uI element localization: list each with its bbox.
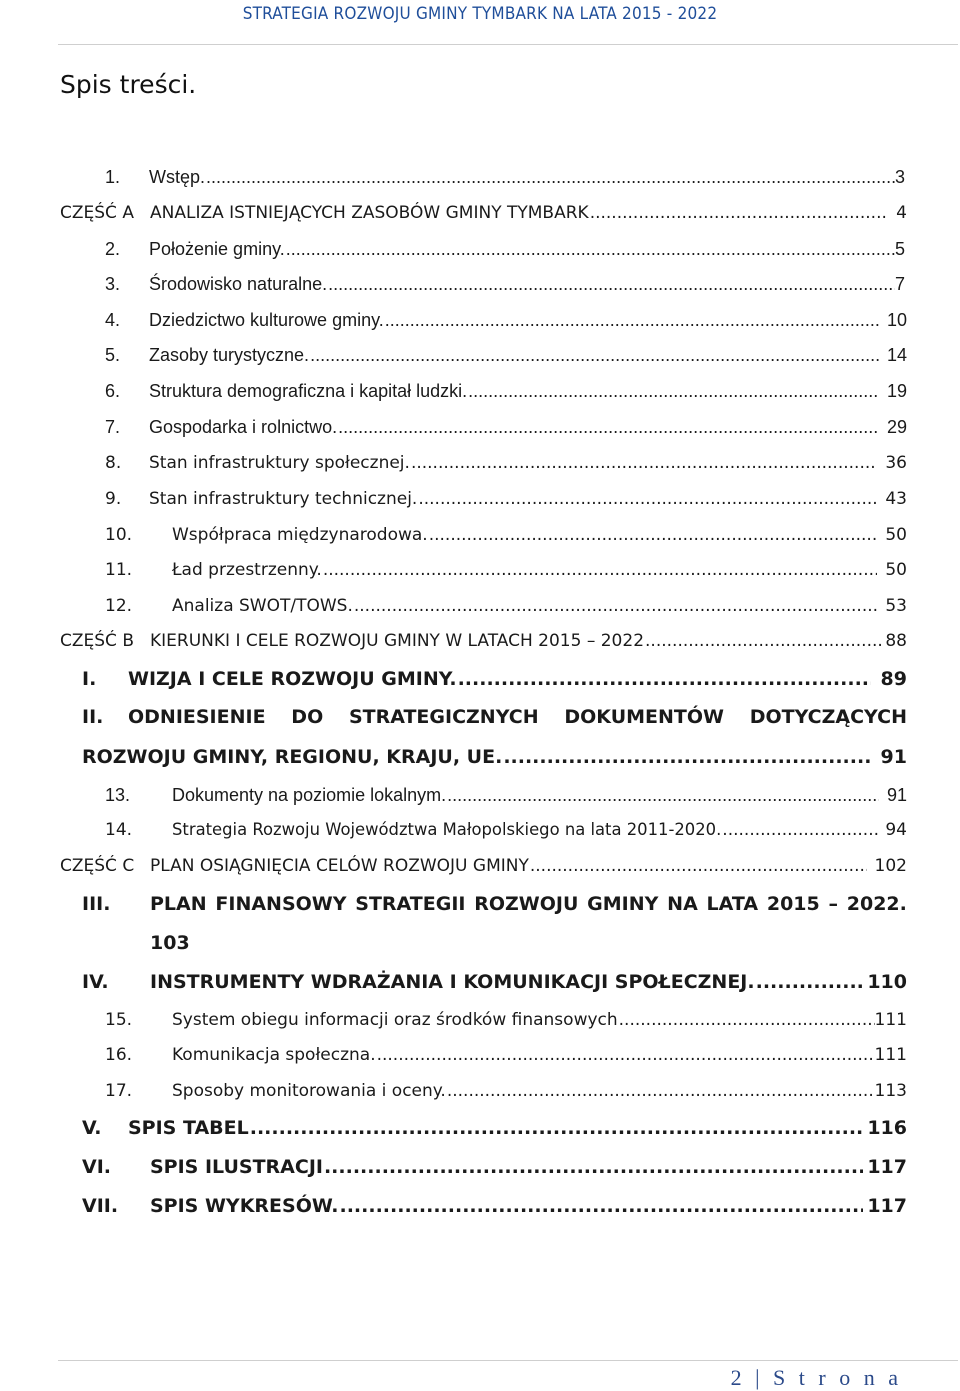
toc-entry-number: 2. [105,239,121,259]
toc-entry-word: ODNIESIENIE [128,706,266,728]
toc-entry-page: 91 [886,785,907,805]
toc-entry-number: 9. [105,489,122,509]
toc-entry-page: 36 [885,453,907,473]
toc-entry[interactable] [105,239,905,260]
toc-entry-page: 29 [886,417,907,437]
toc-entry-continuation[interactable] [82,746,907,768]
toc-entry-page: 116 [867,1117,907,1139]
toc-entry-label-line[interactable] [128,706,907,728]
footer-divider [58,1360,958,1361]
toc-entry-page: 117 [867,1195,907,1217]
toc-entry-page: 14 [886,345,907,365]
toc-entry-number: 3. [105,274,121,294]
toc-leader-dots [377,1045,875,1065]
toc-entry-page: 89 [880,668,907,690]
toc-entry-label: System obiegu informacji oraz środków finansowych [172,1010,618,1030]
toc-leader-dots [468,381,879,402]
footer-separator: | [755,1365,764,1390]
toc-entry-number: 14. [105,820,133,840]
toc-entry-number: 1. [105,167,121,187]
toc-entry-number: 12. [105,596,133,616]
toc-leader-dots [338,417,879,438]
toc-entry-label: Stan infrastruktury technicznej. [149,489,418,509]
toc-leader-dots [458,668,871,690]
toc-entry-number: 15. [105,1010,133,1030]
toc-entry-word: 2022. [846,893,907,915]
toc-entry-word: STRATEGICZNYCH [348,706,539,728]
toc-leader-dots [385,310,879,331]
toc-leader-dots [756,971,864,993]
toc-leader-dots [722,820,879,840]
toc-entry[interactable] [105,417,907,438]
toc-entry-label: Współpraca międzynarodowa. [172,525,428,545]
toc-entry-label-line[interactable] [150,893,907,915]
toc-entry-word: NA [667,893,698,915]
toc-entry-number: IV. [82,971,109,993]
toc-leader-dots [354,596,877,616]
toc-entry-number: 8. [105,453,122,473]
toc-entry-label: KIERUNKI I CELE ROZWOJU GMINY W LATACH 2015 – 2022 [150,631,645,651]
toc-leader-dots [645,631,881,651]
toc-entry[interactable] [105,453,907,473]
toc-entry[interactable] [105,560,907,580]
toc-entry-number: 17. [105,1081,133,1101]
toc-entry-number: V. [82,1117,102,1139]
toc-entry-word: GMINY [587,893,659,915]
toc-entry-number: 5. [105,345,121,365]
toc-entry[interactable] [105,820,907,840]
toc-entry[interactable] [60,631,907,651]
toc-entry-number: VII. [82,1195,119,1217]
toc-entry[interactable] [105,525,907,545]
toc-entry[interactable] [105,596,907,616]
toc-entry-word: ROZWOJU [474,893,579,915]
toc-entry-number: 4. [105,310,121,330]
toc-entry-label: WIZJA I CELE ROZWOJU GMINY. [128,668,457,690]
toc-leader-dots [340,1195,864,1217]
toc-entry[interactable] [105,381,907,402]
toc-entry[interactable] [105,310,907,331]
toc-entry-label: Stan infrastruktury społecznej. [149,453,410,473]
toc-entry-page: 50 [885,560,907,580]
page-header: STRATEGIA ROZWOJU GMINY TYMBARK NA LATA 2015 - 2022 [242,4,718,24]
toc-entry-page: 91 [880,746,907,768]
toc-title: Spis treści. [60,70,197,99]
toc-entry-number: I. [82,668,97,690]
toc-entry[interactable] [82,971,907,993]
toc-entry-page: 7 [894,274,905,294]
toc-entry-page: 94 [885,820,907,840]
toc-leader-dots [323,560,878,580]
toc-entry-label: INSTRUMENTY WDRAŻANIA I KOMUNIKACJI SPOŁECZNEJ. [150,971,755,993]
toc-entry-label: ROZWOJU GMINY, REGIONU, KRAJU, UE. [82,746,503,768]
toc-entry-word: STRATEGII [355,893,466,915]
toc-entry-label: Ład przestrzenny. [172,560,322,580]
toc-entry[interactable] [60,856,907,876]
toc-entry-label: Sposoby monitorowania i oceny. [172,1081,446,1101]
toc-entry-word: DOKUMENTÓW [564,706,724,728]
toc-entry-number: CZĘŚĆ A [60,203,134,223]
toc-entry-page: 103 [150,932,190,954]
toc-entry-label: SPIS TABEL [128,1117,249,1139]
toc-entry-word: DOTYCZĄCYCH [749,706,907,728]
toc-entry-label: SPIS ILUSTRACJI [150,1156,323,1178]
toc-entry-page: 3 [894,167,905,187]
toc-entry-label: Środowisko naturalne. [149,274,328,294]
toc-entry-label: Strategia Rozwoju Województwa Małopolskiego na lata 2011-2020. [172,820,722,839]
toc-leader-dots [324,1156,863,1178]
toc-entry[interactable] [105,345,907,366]
toc-leader-dots [310,345,879,366]
footer-page-number: 2 [730,1365,746,1390]
toc-entry-label: Komunikacja społeczna. [172,1045,376,1065]
toc-entry-page: 102 [874,856,907,876]
toc-entry-number: 10. [105,525,133,545]
toc-entry-label: SPIS WYKRESÓW. [150,1195,339,1217]
toc-entry[interactable] [82,1156,907,1178]
toc-leader-dots [429,525,878,545]
toc-entry-page: 111 [874,1010,907,1030]
toc-leader-dots [411,453,877,473]
toc-leader-dots [590,203,888,223]
toc-leader-dots [447,785,879,806]
toc-entry[interactable] [105,785,907,806]
toc-entry-label: Zasoby turystyczne. [149,345,310,365]
toc-entry-number: 13. [105,785,131,805]
toc-entry-page: 113 [874,1081,907,1101]
toc-entry-word: DO [291,706,324,728]
toc-entry-page: 5 [894,239,905,259]
toc-entry-page: 19 [886,381,907,401]
toc-entry-word: FINANSOWY [215,893,347,915]
toc-entry[interactable] [105,1081,907,1101]
toc-entry[interactable] [105,167,905,188]
toc-leader-dots [503,746,870,768]
toc-entry-label: Gospodarka i rolnictwo. [149,417,338,437]
toc-leader-dots [286,239,895,260]
page-footer [731,1365,902,1391]
toc-entry-number: CZĘŚĆ B [60,631,134,651]
toc-entry[interactable] [82,668,907,690]
toc-entry-page: 117 [867,1156,907,1178]
header-divider [58,44,958,45]
toc-leader-dots [447,1081,875,1101]
toc-entry-label: ANALIZA ISTNIEJĄCYCH ZASOBÓW GMINY TYMBARK [150,203,589,223]
toc-entry-page: 53 [885,596,907,616]
toc-entry-label: Struktura demograficzna i kapitał ludzki. [149,381,468,401]
toc-entry-number: 7. [105,417,121,437]
toc-leader-dots [619,1010,875,1030]
toc-entry-label: Położenie gminy. [149,239,285,259]
toc-entry-label: PLAN OSIĄGNIĘCIA CELÓW ROZWOJU GMINY [150,856,529,876]
toc-entry-page: 4 [896,203,907,223]
toc-leader-dots [206,167,895,188]
toc-leader-dots [250,1117,864,1139]
toc-entry-label: Analiza SWOT/TOWS. [172,596,353,616]
toc-entry-label: Dziedzictwo kulturowe gminy. [149,310,384,330]
toc-entry-word: – [828,893,838,915]
toc-entry[interactable] [105,1045,907,1065]
toc-entry-label: Dokumenty na poziomie lokalnym. [172,785,447,805]
toc-entry-number: CZĘŚĆ C [60,856,135,876]
toc-entry[interactable] [82,1117,907,1139]
toc-entry[interactable] [60,203,907,223]
toc-entry-label: Wstęp. [149,167,206,187]
toc-entry-page: 43 [885,489,907,509]
toc-entry-number: 6. [105,381,121,401]
toc-entry-page: 111 [874,1045,907,1065]
toc-entry-number: 16. [105,1045,133,1065]
toc-leader-dots [530,856,867,876]
footer-page-label: S t r o n a [773,1365,902,1390]
toc-entry-word: 2015 [766,893,820,915]
toc-entry-word: PLAN [150,893,207,915]
toc-entry[interactable] [105,489,907,509]
toc-entry-page: 10 [886,310,907,330]
toc-entry-page: 110 [867,971,907,993]
toc-leader-dots [328,274,895,295]
toc-entry-word: LATA [706,893,759,915]
toc-entry[interactable] [105,274,905,295]
toc-entry-number: III. [82,893,111,915]
toc-entry[interactable] [82,1195,907,1217]
toc-entry[interactable] [105,1010,907,1030]
toc-entry-number: II. [82,706,104,728]
toc-entry-page: 50 [885,525,907,545]
toc-entry-number: 11. [105,560,133,580]
toc-entry-page: 88 [885,631,907,651]
toc-leader-dots [418,489,877,509]
toc-entry-number: VI. [82,1156,111,1178]
